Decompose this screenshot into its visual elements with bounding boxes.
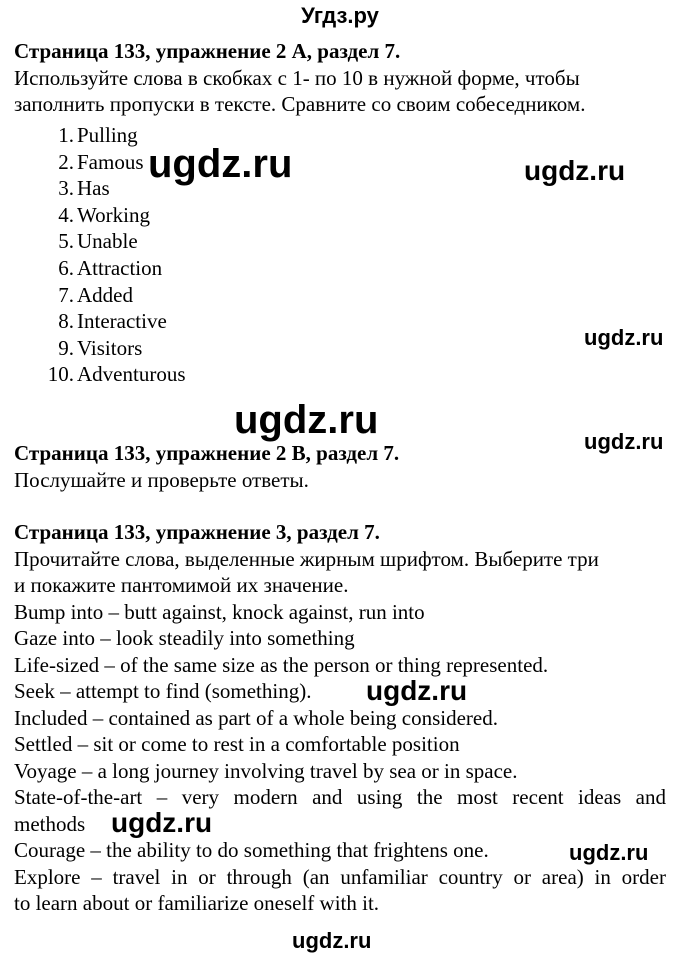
section-a-instruction-line2: заполнить пропуски в тексте. Сравните со своим собеседником. xyxy=(14,92,586,116)
answer-word: Added xyxy=(77,282,133,307)
answer-word: Attraction xyxy=(77,255,163,280)
definition-explore-line1: Explore – travel in or through (an unfamiliar country or area) in order xyxy=(14,864,666,889)
site-title: Угдз.ру xyxy=(301,3,379,28)
answer-number: 5. xyxy=(58,229,74,254)
list-item xyxy=(44,361,186,388)
definition-explore-line2: to learn about or familiarize oneself with it. xyxy=(14,891,380,915)
answer-number: 8. xyxy=(58,309,74,334)
section-b-instruction: Послушайте и проверьте ответы. xyxy=(14,467,309,492)
section-b-heading: Страница 133, упражнение 2 B, раздел 7. xyxy=(14,441,400,465)
watermark: ugdz.ru xyxy=(584,325,664,350)
section-b xyxy=(14,440,666,493)
answer-number: 3. xyxy=(58,176,74,201)
definition-courage: Courage – the ability to do something that frightens one. xyxy=(14,838,489,862)
section-3-instruction-line2: и покажите пантомимой их значение. xyxy=(14,573,349,597)
answer-word: Has xyxy=(77,176,110,201)
section-3-heading: Страница 133, упражнение 3, раздел 7. xyxy=(14,520,380,544)
watermark: ugdz.ru xyxy=(366,675,468,706)
answer-word: Working xyxy=(77,202,150,227)
list-item xyxy=(44,335,186,362)
list-item xyxy=(44,228,186,255)
answer-number: 2. xyxy=(58,149,74,174)
section-a-instruction-line1: Используйте слова в скобках с 1- по 10 в нужной форме, чтобы xyxy=(14,65,580,90)
answer-word: Famous xyxy=(77,149,144,174)
definition-settled: Settled – sit or come to rest in a comfortable position xyxy=(14,732,460,756)
definition-bump-into: Bump into – butt against, knock against, run into xyxy=(14,599,425,624)
watermark: ugdz.ru xyxy=(524,155,626,186)
watermark: ugdz.ru xyxy=(111,807,213,838)
definition-included: Included – contained as part of a whole being considered. xyxy=(14,705,498,730)
definition-state-of-the-art-line2: methods xyxy=(14,811,86,836)
answer-word: Unable xyxy=(77,229,138,254)
definition-life-sized: Life-sized – of the same size as the person or thing represented. xyxy=(14,652,549,677)
list-item xyxy=(44,255,186,282)
answer-word: Adventurous xyxy=(77,362,186,387)
definition-seek: Seek – attempt to find (something). xyxy=(14,679,312,703)
watermark: ugdz.ru xyxy=(234,398,379,442)
definition-gaze-into: Gaze into – look steadily into something xyxy=(14,626,355,650)
list-item xyxy=(44,202,186,229)
section-a-heading: Страница 133, упражнение 2 A, раздел 7. xyxy=(14,39,401,63)
answer-word: Interactive xyxy=(77,309,167,334)
watermark: ugdz.ru xyxy=(148,142,293,186)
watermark: ugdz.ru xyxy=(292,928,372,953)
list-item xyxy=(44,282,186,309)
definition-voyage: Voyage – a long journey involving travel by sea or in space. xyxy=(14,758,518,783)
definition-state-of-the-art-line1: State-of-the-art – very modern and using the most recent ideas and xyxy=(14,785,666,809)
section-3-instruction-line1: Прочитайте слова, выделенные жирным шрифтом. Выберите три xyxy=(14,546,599,571)
answer-number: 6. xyxy=(58,255,74,280)
list-item xyxy=(44,308,186,335)
watermark: ugdz.ru xyxy=(569,840,649,865)
answer-word: Pulling xyxy=(77,123,138,147)
answer-number: 4. xyxy=(58,202,74,227)
watermark: ugdz.ru xyxy=(584,429,664,454)
answer-word: Visitors xyxy=(77,335,143,360)
answer-number: 10. xyxy=(47,362,74,387)
answer-number: 9. xyxy=(58,335,74,360)
answer-number: 7. xyxy=(58,282,74,307)
section-a xyxy=(14,38,666,118)
answer-number: 1. xyxy=(58,123,74,147)
